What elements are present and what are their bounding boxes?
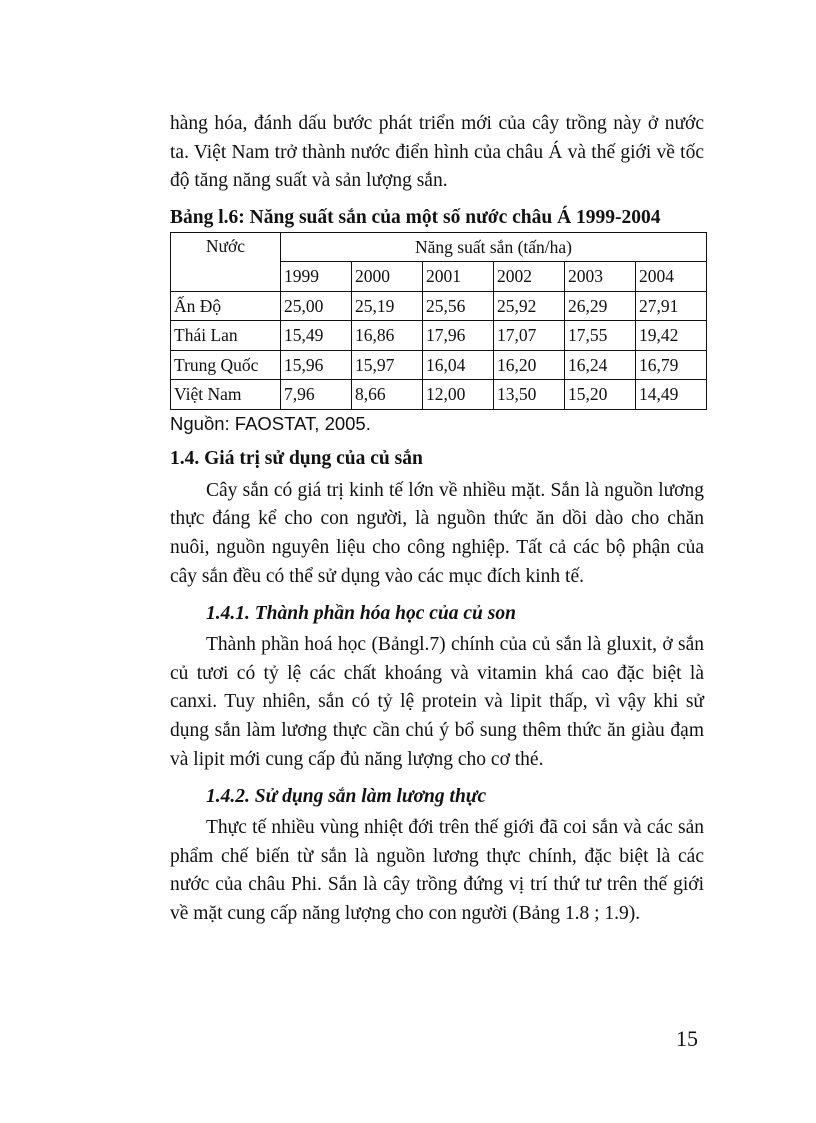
value-cell: 16,04	[423, 350, 494, 380]
value-cell: 13,50	[494, 380, 565, 410]
section-heading-1-4-2: 1.4.2. Sử dụng sắn làm lương thực	[206, 786, 487, 808]
value-cell: 12,00	[423, 380, 494, 410]
country-cell: Trung Quốc	[171, 350, 281, 380]
value-cell: 25,56	[423, 291, 494, 321]
value-cell: 16,20	[494, 350, 565, 380]
year-cell: 2004	[636, 262, 707, 292]
value-cell: 15,20	[565, 380, 636, 410]
value-cell: 17,96	[423, 321, 494, 351]
value-cell: 17,55	[565, 321, 636, 351]
intro-paragraph: hàng hóa, đánh dấu bước phát triển mới của cây trồng này ở nước ta. Việt Nam trở thành nước điển hình của châu Á và thế giới về tốc độ tăng năng suất và sản lượng sắn.	[170, 113, 704, 192]
value-cell: 16,79	[636, 350, 707, 380]
value-cell: 8,66	[352, 380, 423, 410]
value-cell: 16,86	[352, 321, 423, 351]
section-1-4-2-paragraph: Thực tế nhiều vùng nhiệt đới trên thế giới đã coi sắn và các sản phẩm chế biến từ sắn là nguồn lương thực chính, đặc biệt là các nước của châu Phi. Sắn là cây trồng đứng vị trí thứ tư trên thế giới về mặt cung cấp năng lượng cho con người (Bảng 1.8 ; 1.9).	[170, 817, 704, 924]
year-cell: 2000	[352, 262, 423, 292]
section-1-4-1-paragraph: Thành phần hoá học (Bảngl.7) chính của củ sắn là gluxit, ở sắn củ tươi có tỷ lệ các chất khoáng và vitamin khá cao đặc biệt là canxi. Tuy nhiên, sắn có tỷ lệ protein và lipit thấp, vì vậy khi sử dụng sắn làm lương thực cần chú ý bổ sung thêm thức ăn giàu đạm và lipit mới cung cấp đủ năng lượng cho cơ thé.	[170, 634, 704, 770]
value-cell: 15,96	[281, 350, 352, 380]
value-cell: 19,42	[636, 321, 707, 351]
table-row	[171, 291, 707, 321]
value-cell: 7,96	[281, 380, 352, 410]
value-cell: 27,91	[636, 291, 707, 321]
value-cell: 25,92	[494, 291, 565, 321]
table-row	[171, 321, 707, 351]
value-cell: 14,49	[636, 380, 707, 410]
page-number: 15	[676, 1026, 698, 1051]
header-yield: Năng suất sắn (tấn/ha)	[281, 232, 707, 262]
section-heading-1-4: 1.4. Giá trị sử dụng của củ sắn	[170, 447, 423, 469]
value-cell: 17,07	[494, 321, 565, 351]
table-caption: Bảng l.6: Năng suất sắn của một số nước châu Á 1999-2004	[170, 206, 661, 228]
header-country: Nước	[171, 232, 281, 291]
yield-table	[170, 232, 707, 410]
table-row	[171, 380, 707, 410]
year-cell: 2002	[494, 262, 565, 292]
year-cell: 2003	[565, 262, 636, 292]
value-cell: 16,24	[565, 350, 636, 380]
value-cell: 25,00	[281, 291, 352, 321]
country-cell: Thái Lan	[171, 321, 281, 351]
table-source: Nguồn: FAOSTAT, 2005.	[170, 412, 371, 434]
page-body	[170, 110, 704, 929]
year-cell: 1999	[281, 262, 352, 292]
table-header-row	[171, 232, 707, 262]
value-cell: 15,97	[352, 350, 423, 380]
year-cell: 2001	[423, 262, 494, 292]
country-cell: Việt Nam	[171, 380, 281, 410]
value-cell: 25,19	[352, 291, 423, 321]
section-1-4-paragraph: Cây sắn có giá trị kinh tế lớn về nhiều mặt. Sắn là nguồn lương thực đáng kể cho con người, là nguồn thức ăn dồi dào cho chăn nuôi, nguồn nguyên liệu cho công nghiệp. Tất cả các bộ phận của cây sắn đều có thể sử dụng vào các mục đích kinh tế.	[170, 479, 704, 587]
value-cell: 15,49	[281, 321, 352, 351]
country-cell: Ấn Độ	[171, 291, 281, 321]
section-heading-1-4-1: 1.4.1. Thành phần hóa học của củ son	[206, 603, 516, 625]
value-cell: 26,29	[565, 291, 636, 321]
table-row	[171, 350, 707, 380]
